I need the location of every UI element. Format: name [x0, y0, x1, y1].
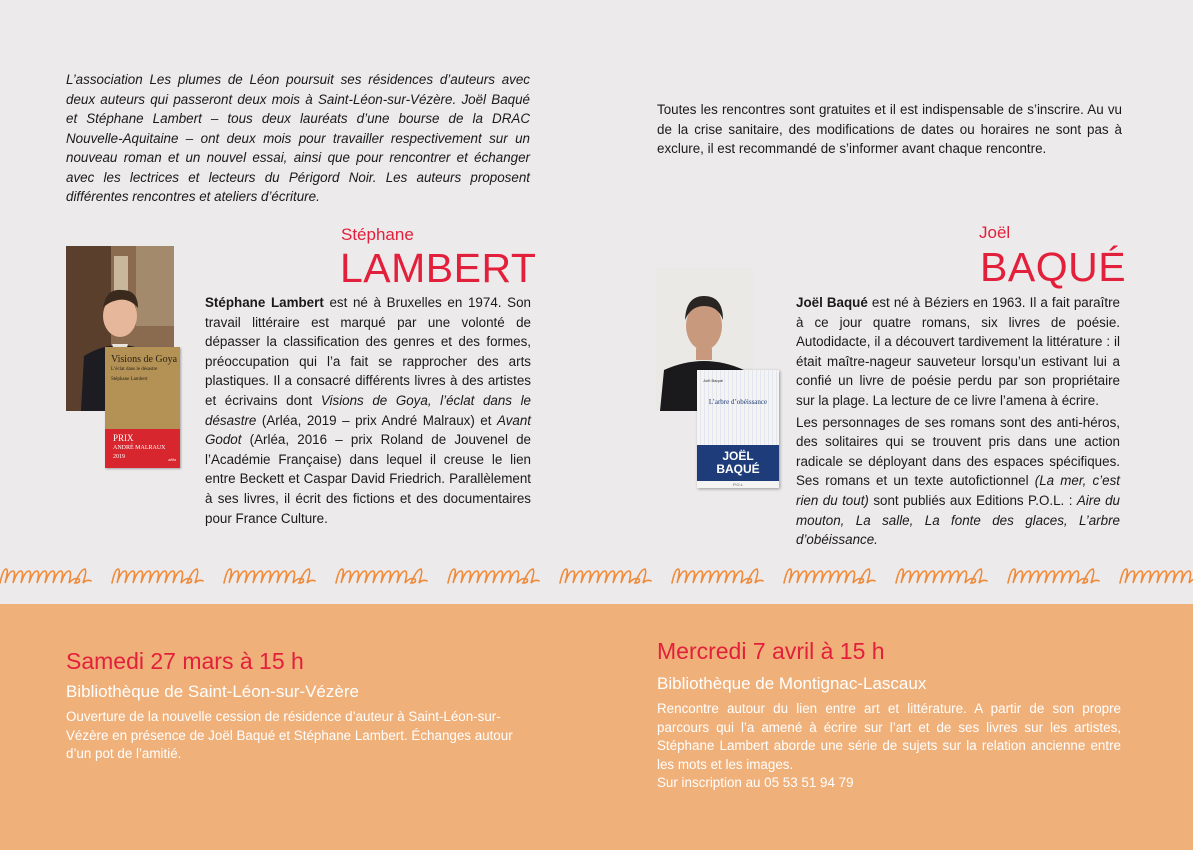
lambert-bio-name: Stéphane Lambert [205, 295, 324, 310]
event-2-date: Mercredi 7 avril à 15 h [657, 638, 885, 664]
book-author: Stéphane Lambert [111, 377, 148, 382]
book-title: L’arbre d’obéissance [708, 398, 768, 406]
band-line-2: BAQUÉ [716, 462, 760, 476]
intro-paragraph: L’association Les plumes de Léon poursuit ses résidences d’auteurs avec deux auteurs qui passeront deux mois à Saint-Léon-sur-Vézère. Joël Baqué et Stéphane Lambert – tous deux lauréats d’une bourse de la DRAC Nouvelle-Aquitaine – ont deux mois pour travailler respectivement sur un nouveau roman et un nouvel essai, ainsi que pour rencontrer et échanger avec les lectrices et lecteurs du Périgord Noir. Les auteurs proposent différentes rencontres et ateliers d’écriture. [66, 72, 530, 204]
book-subtitle: L’éclat dans le désastre [111, 367, 158, 372]
baque-first-name: Joël [979, 223, 1011, 242]
lambert-bio [205, 293, 531, 528]
event-1-place: Bibliothèque de Saint-Léon-sur-Vézère [66, 682, 359, 701]
lambert-bio-title-1: Visions de Goya, l’éclat dans le désastre [205, 392, 531, 428]
lambert-bio-text-2: (Arléa, 2019 – prix André Malraux) et [256, 412, 497, 428]
event-1-date: Samedi 27 mars à 15 h [66, 648, 304, 674]
lambert-book-cover [105, 347, 180, 468]
registration-notice: Toutes les rencontres sont gratuites et il est indispensable de s’inscrire. Au vu de la crise sanitaire, des modifications de dates ou horaires ne sont pas à exclure, il est recommandé de s’informer avant chaque rencontre. [657, 102, 1122, 156]
prize-name: ANDRÉ MALRAUX [113, 445, 166, 451]
lambert-bio-text-3: (Arléa, 2016 – prix Roland de Jouvenel de l’Académie Française) dans lequel il creuse le lien entre Beckett et Caspar David Friedrich. Parallèlement à ses livres, il écrit des fictions et des documentaires pour France Culture. [205, 432, 531, 526]
prize-band [105, 429, 180, 468]
events-section [0, 604, 1193, 850]
event-2-place: Bibliothèque de Montignac-Lascaux [657, 674, 927, 693]
baque-bio [796, 293, 1120, 550]
scribble-divider [0, 565, 1193, 591]
event-2-description: Rencontre autour du lien entre art et littérature. A partir de son propre parcours qui l’a amené à écrire sur l’art et de ses livres sur les artistes, Stéphane Lambert aborde une série de sujets sur la relation ancienne entre les mots et les images. [657, 701, 1121, 772]
lambert-bio-title-2: Avant Godot [205, 412, 531, 448]
name-band [697, 445, 779, 481]
prize-year: 2019 [113, 454, 125, 460]
event-1-description: Ouverture de la nouvelle cession de résidence d’auteur à Saint-Léon-sur-Vézère en présence de Joël Baqué et Stéphane Lambert. Échanges autour d’un pot de l’amitié. [66, 709, 513, 761]
prize-label: PRIX [113, 433, 134, 443]
book-author-small: Joël Baqué [703, 378, 724, 383]
lambert-last-name: LAMBERT [340, 245, 537, 291]
scribble-graphic [0, 565, 1193, 591]
book-title: Visions de Goya [111, 354, 178, 365]
baque-last-name: BAQUÉ [980, 244, 1127, 290]
baque-bio-name: Joël Baqué [796, 295, 868, 310]
lambert-first-name: Stéphane [341, 225, 414, 244]
baque-bio-titles: Aire du mouton, La salle, La fonte des glaces, L’arbre d’obéissance. [796, 492, 1120, 548]
baque-book-cover [697, 370, 779, 488]
baque-bio-text-1: est né à Béziers en 1963. Il a fait paraître à ce jour quatre romans, six livres de poésie. Autodidacte, il a découvert tardivement la littérature : il était maître-nageur sauveteur lorsqu’un estivant lui a confié un livre de poésie perdu par son propriétaire sur la plage. La lecture de ce livre l’amena à écrire. [796, 295, 1120, 408]
band-line-1: JOËL [722, 449, 754, 463]
baque-bio-italic: (La mer, c’est rien du tout) [796, 473, 1120, 508]
baque-bio-text-2a: Les personnages de ses romans sont des anti-héros, des solitaires qui se trouvent pris dans une action radicale se déployant dans des espaces spécifiques. Ses romans et un texte autofictionnel [796, 414, 1120, 489]
event-2-contact: Sur inscription au 05 53 51 94 79 [657, 775, 854, 790]
publisher-mark: arléa [168, 457, 176, 462]
lambert-bio-text-1: est né à Bruxelles en 1974. Son travail littéraire est marqué par une volonté de dépasser la classification des genres et des formes, préoccupation qui l’a fait se rapprocher des arts plastiques. Il a consacré différents livres à des artistes et écrivains dont [205, 295, 531, 408]
publisher-mark: P.O.L [733, 482, 743, 487]
baque-bio-text-2b: sont publiés aux Editions P.O.L. : [868, 492, 1077, 508]
